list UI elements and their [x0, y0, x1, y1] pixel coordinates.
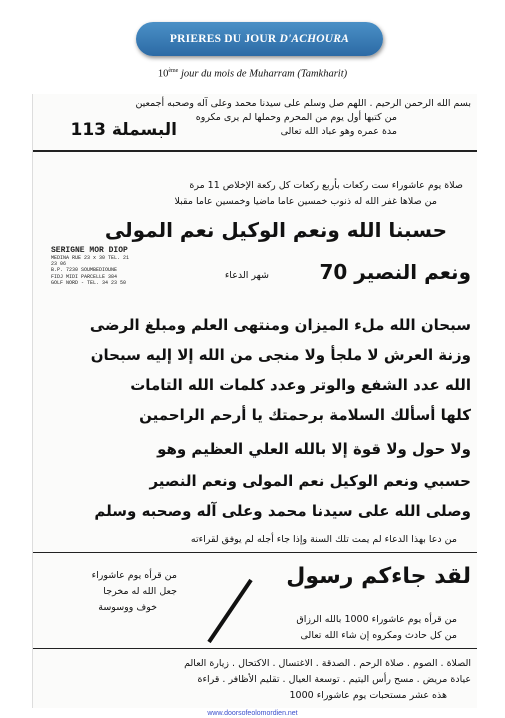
- banner-title: PRIERES DU JOUR D'ACHOURA: [169, 33, 350, 45]
- prayer-line: سبحان الله ملء الميزان ومنتهى العلم ومبلغ الرضى: [89, 316, 471, 334]
- stamp-name: SERIGNE MOR DIOP: [51, 246, 128, 255]
- divider-line: [33, 552, 477, 553]
- muharram-line: من كتبها أول يوم من المحرم وحملها لم يرى مكروه: [195, 112, 397, 123]
- stamp-line: GOLF NORD - TEL. 34 23 50: [51, 279, 127, 286]
- opening-line: بسم الله الرحمن الرحيم . اللهم صل وسلم على سيدنا محمد وعلى آله وصحبه أجمعين: [135, 98, 471, 109]
- recommended-acts: عيادة مريض . مسح رأس اليتيم . توسعة العيال . تقليم الأظافر . قراءة: [197, 674, 471, 685]
- scanned-prayer-document: [32, 94, 477, 708]
- prayer-line: وزنة العرش لا ملجأ ولا منجى من الله إلا إليه سبحان: [90, 346, 471, 364]
- stamp-line: MEDINA RUE 23 x 30 TEL. 21 23 06: [51, 255, 130, 268]
- laqad-verse: لقد جاءكم رسول: [286, 564, 471, 589]
- recitation-line: من قرأه يوم عاشوراء 1000 بالله الرزاق: [296, 614, 457, 625]
- protection-line: مدة عمره وهو عباد الله تعالى: [280, 126, 397, 137]
- side-note: جعل الله له مخرجا: [103, 586, 177, 597]
- side-note: خوف ووسوسة: [98, 602, 157, 613]
- recitation-line: من كل حادث ومكروه إن شاء الله تعالى: [300, 630, 457, 641]
- instruction-line: من دعا بهذا الدعاء لم يمت تلك السنة وإذا جاء أجله لم يوفق لقراءته: [190, 534, 457, 545]
- subtitle: 10ème jour du mois de Muharram (Tamkharit): [157, 68, 348, 80]
- side-note: من قرأه يوم عاشوراء: [91, 570, 177, 581]
- achoura-prayer-line: صلاة يوم عاشوراء ست ركعات بأربع ركعات كل ركعة الإخلاص 11 مرة: [189, 180, 463, 191]
- basmala-label: البسملة 113: [70, 120, 177, 140]
- recommended-acts: هذه عشر مستحبات يوم عاشوراء 1000: [289, 690, 447, 701]
- stamp-line: FIDJ MIDI PARCELLE 384: [51, 273, 118, 280]
- divider-line: [33, 648, 477, 649]
- hasbi-line-1: حسبنا الله ونعم الوكيل نعم المولى: [104, 218, 447, 242]
- hasbi-line-2: ونعم النصير 70: [319, 260, 471, 284]
- forgiveness-line: من صلاها غفر الله له ذنوب خمسين عاما ماضيا وخمسين عاما مقبلا: [174, 196, 437, 207]
- title-banner: [136, 22, 383, 56]
- prayer-line: ولا حول ولا قوة إلا بالله العلي العظيم وهو: [157, 440, 471, 458]
- count-note: شهر الدعاء: [224, 270, 269, 281]
- stamp-line: B.P. 7230 SOUMBEDIOUNE: [51, 267, 118, 274]
- prayer-line: وصلى الله على سيدنا محمد وعلى آله وصحبه وسلم: [94, 502, 471, 520]
- prayer-line: حسبي ونعم الوكيل نعم المولى ونعم النصير: [149, 472, 471, 490]
- divider-line: [33, 150, 477, 152]
- prayer-line: كلها أسألك السلامة برحمتك يا أرحم الراحمين: [139, 406, 471, 424]
- slash-mark: [201, 576, 261, 646]
- prayer-line: الله عدد الشفع والوتر وعدد كلمات الله التامات: [130, 376, 471, 394]
- footer-url: www.doorsofeolomordien.net: [207, 710, 298, 717]
- recommended-acts: الصلاة . الصوم . صلاة الرحم . الصدقة . الاغتسال . الاكتحال . زيارة العالم: [184, 658, 471, 669]
- seal-stamp: [51, 246, 135, 292]
